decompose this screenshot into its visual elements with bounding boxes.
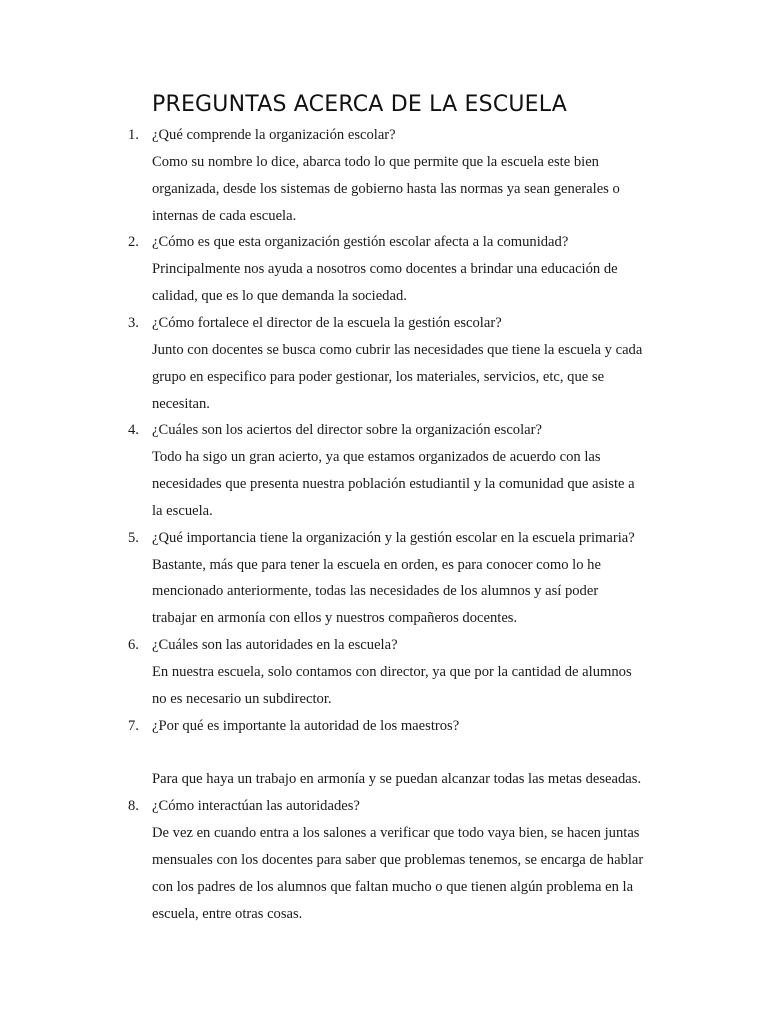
- question-number: 1.: [128, 127, 139, 143]
- question-text: ¿Qué importancia tiene la organización y la gestión escolar en la escuela primaria?: [152, 529, 635, 546]
- question-number: 3.: [128, 314, 139, 331]
- answer-line: mensuales con los docentes para saber que problemas tenemos, se encarga de hablar: [152, 851, 644, 868]
- answer-line: Como su nombre lo dice, abarca todo lo que permite que la escuela este bien: [152, 153, 599, 170]
- answer-line: trabajar en armonía con ellos y nuestros compañeros docentes.: [152, 610, 518, 627]
- question-text: ¿Cuáles son los aciertos del director sobre la organización escolar?: [152, 422, 542, 439]
- question-number: 6.: [128, 637, 139, 654]
- answer-line: con los padres de los alumnos que faltan mucho o que tienen algún problema en la: [152, 878, 634, 895]
- answer-line: Bastante, más que para tener la escuela en orden, es para conocer como lo he: [152, 556, 601, 573]
- question-text: ¿Cuáles son las autoridades en la escuela?: [152, 637, 398, 654]
- question-text: ¿Cómo interactúan las autoridades?: [152, 798, 360, 815]
- answer-line: Principalmente nos ayuda a nosotros como docentes a brindar una educación de: [152, 261, 618, 278]
- answer-line: escuela, entre otras cosas.: [152, 905, 303, 922]
- answer-line: De vez en cuando entra a los salones a verificar que todo vaya bien, se hacen juntas: [152, 825, 640, 842]
- question-number: 8.: [128, 798, 139, 815]
- question-text: ¿Por qué es importante la autoridad de los maestros?: [152, 717, 460, 734]
- answer-line: necesitan.: [152, 395, 210, 412]
- page-title: PREGUNTAS ACERCA DE LA ESCUELA: [152, 92, 567, 117]
- answer-line: no es necesario un subdirector.: [152, 690, 332, 707]
- question-text: ¿Qué comprende la organización escolar?: [152, 127, 396, 143]
- question-number: 7.: [128, 717, 139, 734]
- question-number: 5.: [128, 529, 139, 546]
- answer-line: internas de cada escuela.: [152, 207, 297, 224]
- answer-line: Para que haya un trabajo en armonía y se puedan alcanzar todas las metas deseadas.: [152, 771, 642, 788]
- answer-line: grupo en especifico para poder gestionar, los materiales, servicios, etc, que se: [152, 368, 605, 385]
- answer-line: mencionado anteriormente, todas las necesidades de los alumnos y así poder: [152, 583, 599, 600]
- question-number: 4.: [128, 422, 139, 439]
- answer-line: Junto con docentes se busca como cubrir las necesidades que tiene la escuela y cada: [152, 341, 643, 358]
- question-text: ¿Cómo fortalece el director de la escuela la gestión escolar?: [152, 314, 502, 331]
- answer-line: calidad, que es lo que demanda la sociedad.: [152, 288, 407, 305]
- question-text: ¿Cómo es que esta organización gestión escolar afecta a la comunidad?: [152, 234, 569, 251]
- answer-line: Todo ha sigo un gran acierto, ya que estamos organizados de acuerdo con las: [152, 449, 601, 466]
- answer-line: En nuestra escuela, solo contamos con director, ya que por la cantidad de alumnos: [152, 664, 632, 680]
- question-number: 2.: [128, 234, 139, 251]
- answer-line: la escuela.: [152, 502, 213, 519]
- answer-line: organizada, desde los sistemas de gobierno hasta las normas ya sean generales o: [152, 180, 620, 197]
- answer-line: necesidades que presenta nuestra población estudiantil y la comunidad que asiste a: [152, 476, 635, 493]
